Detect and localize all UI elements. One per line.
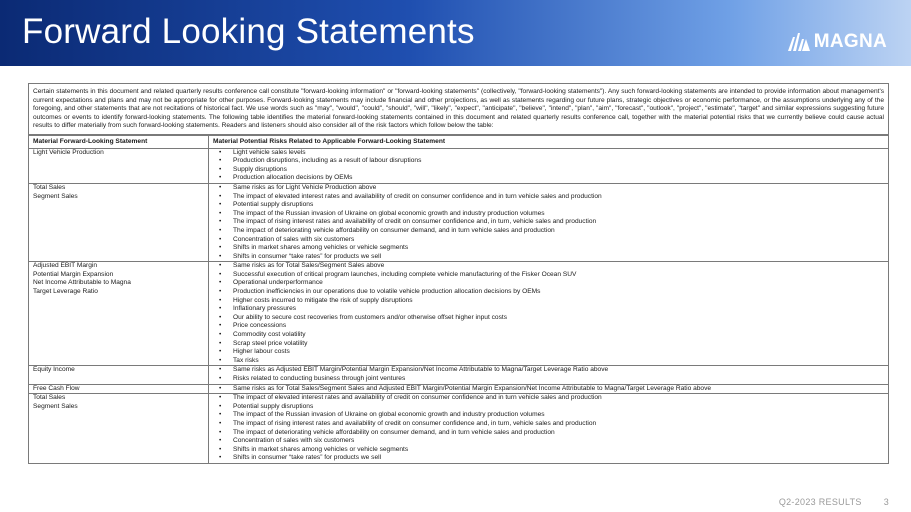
- risk-item: • Potential supply disruptions: [213, 403, 884, 412]
- statement-text: Equity Income: [33, 366, 75, 374]
- table-row: [29, 394, 888, 463]
- risk-list: [213, 366, 884, 383]
- risk-item: • Concentration of sales with six customers: [213, 437, 884, 446]
- risk-item: • Shifts in market shares among vehicles or vehicle segments: [213, 244, 884, 253]
- risks-cell: [209, 148, 889, 183]
- statement-cell: [29, 262, 209, 366]
- risk-item: • Supply disruptions: [213, 166, 884, 175]
- statement-text: Free Cash Flow: [33, 384, 80, 392]
- risks-cell: [209, 384, 889, 394]
- table-row: [29, 262, 888, 366]
- column-header-statement: Material Forward-Looking Statement: [29, 135, 209, 148]
- risk-item: • The impact of elevated interest rates and availability of credit on consumer confidence and in turn vehicle sales and production: [213, 394, 884, 403]
- risk-item: • Shifts in consumer “take rates” for products we sell: [213, 253, 884, 262]
- risk-item: • Production inefficiencies in our operations due to volatile vehicle production allocation decisions by OEMs: [213, 288, 884, 297]
- risk-list: [213, 149, 884, 183]
- risk-item: • Higher labour costs: [213, 348, 884, 357]
- statement-cell: [29, 148, 209, 183]
- risk-list: [213, 262, 884, 365]
- logo-text: MAGNA: [813, 31, 887, 52]
- risk-item: • The impact of rising interest rates and availability of credit on consumer confidence and, in turn, vehicle sales and production: [213, 218, 884, 227]
- risk-item: • Shifts in consumer “take rates” for products we sell: [213, 454, 884, 463]
- risk-item: • Operational underperformance: [213, 279, 884, 288]
- statement-text: Light Vehicle Production: [33, 148, 104, 156]
- table-row: [29, 384, 888, 394]
- table-row: [29, 183, 888, 261]
- table-row: [29, 148, 888, 183]
- page-number: 3: [883, 497, 889, 507]
- risks-cell: [209, 394, 889, 463]
- slide-footer: [779, 497, 889, 507]
- statement-text: Segment Sales: [33, 402, 78, 410]
- table-body: [29, 148, 888, 463]
- statement-text: Adjusted EBIT Margin: [33, 262, 98, 270]
- content-box: [28, 83, 889, 464]
- risk-item: • Concentration of sales with six customers: [213, 236, 884, 245]
- risk-item: • Same risks as Adjusted EBIT Margin/Potential Margin Expansion/Net Income Attributable to Magna/Target Leverage Ratio above: [213, 366, 884, 375]
- statement-cell: [29, 366, 209, 384]
- statement-text: Net Income Attributable to Magna: [33, 279, 131, 287]
- risk-item: • Risks related to conducting business through joint ventures: [213, 375, 884, 384]
- risk-item: • Price concessions: [213, 322, 884, 331]
- risks-cell: [209, 183, 889, 261]
- risk-item: • Shifts in market shares among vehicles or vehicle segments: [213, 446, 884, 455]
- risk-item: • Light vehicle sales levels: [213, 149, 884, 158]
- statement-cell: [29, 183, 209, 261]
- risk-item: • The impact of elevated interest rates and availability of credit on consumer confidence and in turn vehicle sales and production: [213, 193, 884, 202]
- risk-list: [213, 394, 884, 463]
- risk-item: • The impact of rising interest rates and availability of credit on consumer confidence and, in turn, vehicle sales and production: [213, 420, 884, 429]
- table-row: [29, 366, 888, 384]
- risk-list: [213, 184, 884, 261]
- risk-item: • The impact of the Russian invasion of Ukraine on global economic growth and industry production volumes: [213, 411, 884, 420]
- statement-text: Potential Margin Expansion: [33, 270, 114, 278]
- statement-cell: [29, 394, 209, 463]
- risk-item: • Production disruptions, including as a result of labour disruptions: [213, 157, 884, 166]
- risk-item: • Same risks as for Total Sales/Segment Sales and Adjusted EBIT Margin/Potential Margin Expansion/Net Income Attributable to Magna/Target Leverage Ratio above: [213, 385, 884, 394]
- risk-item: • Tax risks: [213, 357, 884, 366]
- risk-item: • The impact of deteriorating vehicle affordability on consumer demand, and in turn vehicle sales and production: [213, 227, 884, 236]
- statement-text: Total Sales: [33, 183, 66, 191]
- magna-logo: [788, 31, 887, 53]
- statement-text: Total Sales: [33, 394, 66, 402]
- risk-item: • Successful execution of critical program launches, including complete vehicle manufacturing of the Fisker Ocean SUV: [213, 271, 884, 280]
- risk-item: • The impact of deteriorating vehicle affordability on consumer demand, and in turn vehicle sales and production: [213, 429, 884, 438]
- risk-item: • Same risks as for Light Vehicle Production above: [213, 184, 884, 193]
- risks-cell: [209, 366, 889, 384]
- footer-label: Q2-2023 RESULTS: [778, 497, 862, 507]
- risk-item: • Production allocation decisions by OEMs: [213, 174, 884, 183]
- table-header-row: [29, 135, 888, 148]
- slide-header: [0, 0, 911, 66]
- statement-text: Segment Sales: [33, 192, 78, 200]
- statement-text: Target Leverage Ratio: [33, 288, 98, 296]
- risk-list: [213, 385, 884, 394]
- risk-table: [29, 135, 888, 463]
- column-header-risks: Material Potential Risks Related to Applicable Forward-Looking Statement: [209, 135, 889, 148]
- risk-item: • Scrap steel price volatility: [213, 340, 884, 349]
- risk-item: • Inflationary pressures: [213, 305, 884, 314]
- risks-cell: [209, 262, 889, 366]
- risk-item: • Our ability to secure cost recoveries from customers and/or otherwise offset higher input costs: [213, 314, 884, 323]
- risk-item: • Potential supply disruptions: [213, 201, 884, 210]
- risk-item: • The impact of the Russian invasion of Ukraine on global economic growth and industry production volumes: [213, 210, 884, 219]
- risk-item: • Higher costs incurred to mitigate the risk of supply disruptions: [213, 297, 884, 306]
- risk-item: • Same risks as for Total Sales/Segment Sales above: [213, 262, 884, 271]
- risk-item: • Commodity cost volatility: [213, 331, 884, 340]
- statement-cell: [29, 384, 209, 394]
- page-title: Forward Looking Statements: [22, 12, 475, 51]
- magna-logo-icon: [788, 33, 810, 51]
- intro-paragraph: Certain statements in this document and related quarterly results conference call constitute "forward-looking information" or "forward-looking statements" (collectively, "forward-looking statements"). Any such forward-looking statements are intended to provide information about management's current expectations and plans and may not be appropriate for other purposes. Forward-looking statements may include financial and other projections, as well as statements regarding our future plans, strategic objectives or economic performance, or the assumptions underlying any of the foregoing, and other statements that are not recitations of historical fact. We use words such as "may", "would", "could", "should", "will", "likely", "expect", "anticipate", "believe", "intend", "plan", "aim", "forecast", "outlook", "project", "estimate", "target" and similar expressions suggesting future outcomes or events to identify forward-looking statements. The following table identifies the material forward-looking statements contained in this document and related quarterly results conference call, together with the material potential risks that we currently believe could cause actual results to differ materially from such forward-looking statements. Readers and listeners should also consider all of the risk factors which follow below the table:: [29, 84, 888, 135]
